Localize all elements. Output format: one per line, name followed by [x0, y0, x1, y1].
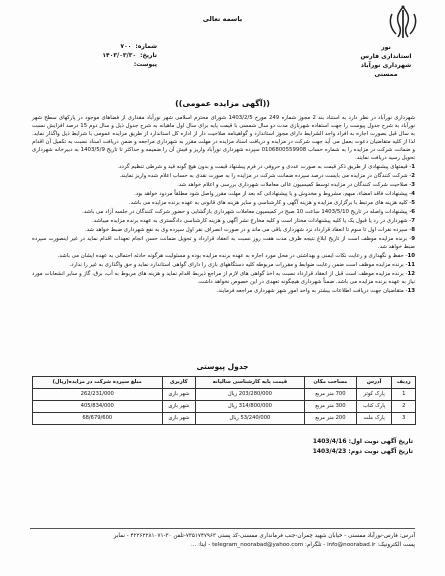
table-title: جدول پیوستی — [196, 362, 249, 371]
condition-item: 3- صلاحیت شرکت کنندگان در مزایده توسط کمیسیون عالی معاملات شهرداری بررسی و اعلام خواهد شد. — [177, 182, 415, 188]
org-line: استانداری فارس — [360, 52, 412, 60]
area-cell: 700 متر مربع — [304, 389, 356, 401]
condition-number: 5 — [411, 200, 415, 206]
condition-item: 2- شرکت کنندگان در مزایده می بایست درصد سپرده ضمانت شرکت در مزایده را به صورت نقدی به حساب اعلام شده واریز نمایند. — [119, 173, 415, 179]
letter-attachment-row — [62, 60, 157, 69]
footer-divider — [30, 528, 415, 529]
condition-text: کلیه هزینه های مرتبط با برگزاری مزایده و هزینه آگهی و کارشناسی و سایر هزینه های قانونی به عهده برنده مزایده می باشد. — [128, 200, 408, 206]
auction-body — [32, 114, 415, 296]
condition-number: 7 — [411, 218, 415, 224]
condition-item: 5- کلیه هزینه های مرتبط با برگزاری مزایده و هزینه آگهی و کارشناسی و سایر هزینه های قانونی به عهده برنده مزایده می باشد. — [128, 200, 415, 206]
attachment-label: پیوست: — [133, 61, 157, 68]
condition-text: شرکت کنندگان در مزایده می بایست درصد سپرده ضمانت شرکت در مزایده را به صورت نقدی به حساب اعلام شده واریز نمایند. — [119, 173, 408, 179]
row-number: 2 — [392, 401, 416, 413]
address-cell: پارک ملت — [356, 413, 392, 425]
auction-table — [32, 376, 416, 425]
intro-paragraph: شهرداری نورآباد در نظر دارد به استناد بند 2 مجوز شماره 249 مورخ 1403/2/5 شورای محترم اسلامی شهر نورآباد مقداری از فضاهای موجود در پارکهای سطح شهر نورآباد به شرح جدول پیوست را جهت استفاده شهربازی مدت دو سال شمسی با قیمت پایه برای سال اول ماهیانه به شرح جدول ذیل و سال دوم 15 درصد افزایش نسبت به سال قبل بصورت اجاره به افراد واجد الشرایط دارای مجوز استاندارد و گواهینامه صلاحیت دار از اداره کل استاندارد از طریق مزایده عمومی با شرایط ذیل واگذار نماید. لذا از کلیه متقاضیان دعوت بعمل می آید جهت شرکت در مزایده و دریافت اسناد مزایده در مهلت مقرر به شهرداری مراجعه و ضمن دریافت اسناد نسبت به تکمیل آن اقدام و ضمانت شرکت در مزایده را به شماره حساب 0106800559908 سپرده شهرداری نورآباد واریز و فیش آن را ضمیمه و حداکثر تا تاریخ 1403/5/9 به دبیرخانه شهرداری تحویل رسید دریافت نمایند. — [32, 115, 415, 161]
header-usage: کاربری — [162, 377, 195, 389]
condition-number: 12 — [407, 271, 415, 277]
condition-number: 10 — [407, 253, 415, 259]
footer-address: آدرس: فارس-نورآباد ممسنی - خیابان شهید چمران-جنب فرمانداری ممسنی-کد پستی ۷۳۵۱۷۴۷۹۶۳-تلفن ۳۰-۴۲۲۶۲۲۸۱۰۷۱ - نمابر — [113, 533, 415, 539]
condition-item: 13- متقاضیان جهت دریافت اطلاعات بیشتر به واحد امور شهر شهرداری مراجعه فرمایند. — [216, 288, 415, 294]
address-cell: پارک کوثر — [356, 389, 392, 401]
condition-text: متقاضیان جهت دریافت اطلاعات بیشتر به واحد امور شهر شهرداری مراجعه فرمایند. — [216, 288, 404, 294]
condition-text: برنده مزایده موظف است قبل از انعقاد قرارداد نسبت به اخذ گواهی های لازم از مراجع ذیربط اقدام نماید و هزینه های مربوط به آب، برق، گاز و سایر انشعابات مورد نیاز به عهده برنده مزایده می باشد. ضمناً شهرداری هیچگونه تعهدی در این خصوص نخواهد داشت. — [32, 271, 415, 285]
letter-date-row — [62, 51, 157, 60]
address-cell: پارک کتاب — [356, 401, 392, 413]
date-label: تاریخ: — [140, 52, 157, 59]
condition-number: 13 — [407, 288, 415, 294]
condition-item: 6- پیشنهادات واصله در تاریخ 1403/5/10 ساعت 10 صبح در کمیسیون معاملات شهرداری بازگشایی و حضور شرکت کنندگان در جلسه آزاد می باشد. — [82, 209, 415, 215]
org-line: ممسنی — [374, 70, 398, 78]
table-row — [33, 389, 416, 401]
org-line: شهرداری نورآباد — [360, 61, 412, 69]
condition-number: 2 — [411, 173, 415, 179]
footer-contact: پست الکترونیک: info@noorabad.ir - تلگرام: telegram_noorabad@yahoo.com - ایتا: ... — [190, 541, 415, 548]
base-price-cell: 203/280/000 ریال — [196, 389, 305, 401]
usage-cell: شهر بازی — [162, 389, 195, 401]
organization-heading — [341, 44, 431, 80]
letter-number-row — [62, 42, 157, 51]
area-cell: 300 متر مربع — [304, 401, 356, 413]
condition-text: سپرده نفرات اول تا سوم تا انعقاد قرارداد نزد شهرداری باقی می ماند و در صورت انصراف نفر اول سپرده وی به نفع شهرداری ضبط خواهد شد. — [84, 227, 408, 233]
condition-text: پیشنهادات واصله در تاریخ 1403/5/10 ساعت 10 صبح در کمیسیون معاملات شهرداری بازگشایی و حضور شرکت کنندگان در جلسه آزاد می باشد. — [82, 209, 408, 215]
number-value: ۷۰۰ — [120, 43, 132, 50]
deposit-cell: 405/834/000 — [33, 401, 163, 413]
condition-text: قیمتهای پیشنهادی از طریق ذکر قیمت به صورت عددی و حروفی در فرم پیشنهاد قیمت و بدون هیچ گونه قید و شرطی تنظیم گردد. — [117, 164, 408, 170]
deposit-cell: 68/679/600 — [33, 413, 163, 425]
header-deposit: مبلغ سپرده شرکت در مزایده(ریال) — [33, 377, 163, 389]
publication-dates — [313, 437, 413, 457]
condition-item: 11- برنده مزایده موظف است ضمن رعایت ضوابط و مقررات مربوطه کلیه دستگاههای بازی را دارای گواهی استاندارد نماید و حق واگذاری به غیر را ندارد. — [69, 262, 415, 268]
header-row-number: ردیف — [392, 377, 416, 389]
org-line: نور — [381, 44, 391, 51]
usage-cell: شهر بازی — [162, 401, 195, 413]
header-address: آدرس — [356, 377, 392, 389]
footer — [30, 532, 415, 550]
table-row — [33, 401, 416, 413]
number-label: شماره: — [135, 43, 157, 50]
condition-number: 6 — [411, 209, 415, 215]
condition-text: صلاحیت شرکت کنندگان در مزایده توسط کمیسیون عالی معاملات شهرداری بررسی و اعلام خواهد شد. — [177, 182, 408, 188]
condition-number: 3 — [411, 182, 415, 188]
first-date-label: تاریخ آگهی نوبت اول: — [348, 438, 413, 445]
condition-item: 4- پیشنهادات فاقد امضاء، مبهم، مشروط و مخدوش و یا پیشنهاداتی که بعد از مهلت مقرر واصل شود مطلقاً مردود خواهد بود. — [134, 191, 415, 197]
auction-title: ((آگهی مزایده عمومی)) — [175, 99, 270, 108]
row-number: 1 — [392, 389, 416, 401]
condition-number: 1 — [411, 164, 415, 170]
base-price-cell: 314/800/000 ریال — [196, 401, 305, 413]
condition-number: 4 — [411, 191, 415, 197]
basmala: باسمه تعالی — [202, 15, 243, 23]
row-number: 3 — [392, 413, 416, 425]
second-publication-date — [313, 447, 413, 457]
condition-item: 10- حفظ و نگهداری و رعایت نکات ایمنی و بهداشتی در محل مورد اجاره به عهده برنده مزایده بوده و مسئولیت هرگونه حادثه احتمالی به عهده ایشان می باشد. — [57, 253, 415, 259]
letter-metadata — [62, 42, 157, 69]
second-date-label: تاریخ آگهی نوبت دوم: — [348, 448, 413, 456]
header-base-price: قیمت پایه کارشناسی سالیانه — [196, 377, 305, 389]
deposit-cell: 262/231/000 — [33, 389, 163, 401]
condition-number: 11 — [407, 262, 415, 268]
condition-text: پیشنهادات فاقد امضاء، مبهم، مشروط و مخدوش و یا پیشنهاداتی که بعد از مهلت مقرر واصل شود مطلقاً مردود خواهد بود. — [134, 191, 408, 197]
second-date-value: 1403/4/23 — [312, 448, 347, 456]
condition-text: حفظ و نگهداری و رعایت نکات ایمنی و بهداشتی در محل مورد اجاره به عهده برنده مزایده بوده و مسئولیت هرگونه حادثه احتمالی به عهده ایشان می باشد. — [57, 253, 404, 259]
condition-item: 9- برنده مزایده موظف است از تاریخ ابلاغ نتیجه ظرف مدت هفت روز نسبت به انعقاد قرارداد و تحویل ضمانت حسن انجام تعهدات اقدام نماید در غیر اینصورت سپرده ضبط خواهد شد. — [32, 236, 415, 250]
area-cell: 200 متر مربع — [304, 413, 356, 425]
condition-item: 8- سپرده نفرات اول تا سوم تا انعقاد قرارداد نزد شهرداری باقی می ماند و در صورت انصراف نفر اول سپرده وی به نفع شهرداری ضبط خواهد شد. — [84, 227, 415, 233]
condition-text: برنده مزایده موظف است ضمن رعایت ضوابط و مقررات مربوطه کلیه دستگاههای بازی را دارای گواهی استاندارد نماید و حق واگذاری به غیر را ندارد. — [69, 262, 404, 268]
condition-number: 8 — [411, 227, 415, 233]
date-value: ۱۴۰۳/۰۳/۳۰ — [102, 52, 137, 59]
first-date-value: 1403/4/16 — [312, 438, 347, 445]
base-price-cell: 53/240/000 ریال — [196, 413, 305, 425]
condition-item: 12- برنده مزایده موظف است قبل از انعقاد قرارداد نسبت به اخذ گواهی های لازم از مراجع ذیربط اقدام نماید و هزینه های مربوط به آب، برق، گاز و سایر انشعابات مورد نیاز به عهده برنده مزایده می باشد. ضمناً شهرداری هیچگونه تعهدی در این خصوص نخواهد داشت. — [32, 271, 415, 285]
usage-cell: شهر بازی — [162, 413, 195, 425]
header-area: مساحت مکان — [304, 377, 356, 389]
table-header-row — [33, 377, 416, 389]
condition-text: برنده مزایده موظف است از تاریخ ابلاغ نتیجه ظرف مدت هفت روز نسبت به انعقاد قرارداد و تحویل ضمانت حسن انجام تعهدات اقدام نماید در غیر اینصورت سپرده ضبط خواهد شد. — [32, 236, 415, 250]
table-row — [33, 413, 416, 425]
condition-item: 7- شهرداری در رد یا قبول یک یا کلیه پیشنهادات مختار است و کلیه مخارج نشر آگهی و هزینه کارشناسی دادگستری به عهده برنده مزایده میباشد. — [91, 218, 415, 224]
first-publication-date — [313, 437, 413, 447]
condition-text: شهرداری در رد یا قبول یک یا کلیه پیشنهادات مختار است و کلیه مخارج نشر آگهی و هزینه کارشناسی دادگستری به عهده برنده مزایده میباشد. — [91, 218, 408, 224]
condition-number: 9 — [411, 236, 415, 242]
condition-item: 1- قیمتهای پیشنهادی از طریق ذکر قیمت به صورت عددی و حروفی در فرم پیشنهاد قیمت و بدون هیچ گونه قید و شرطی تنظیم گردد. — [117, 164, 415, 170]
